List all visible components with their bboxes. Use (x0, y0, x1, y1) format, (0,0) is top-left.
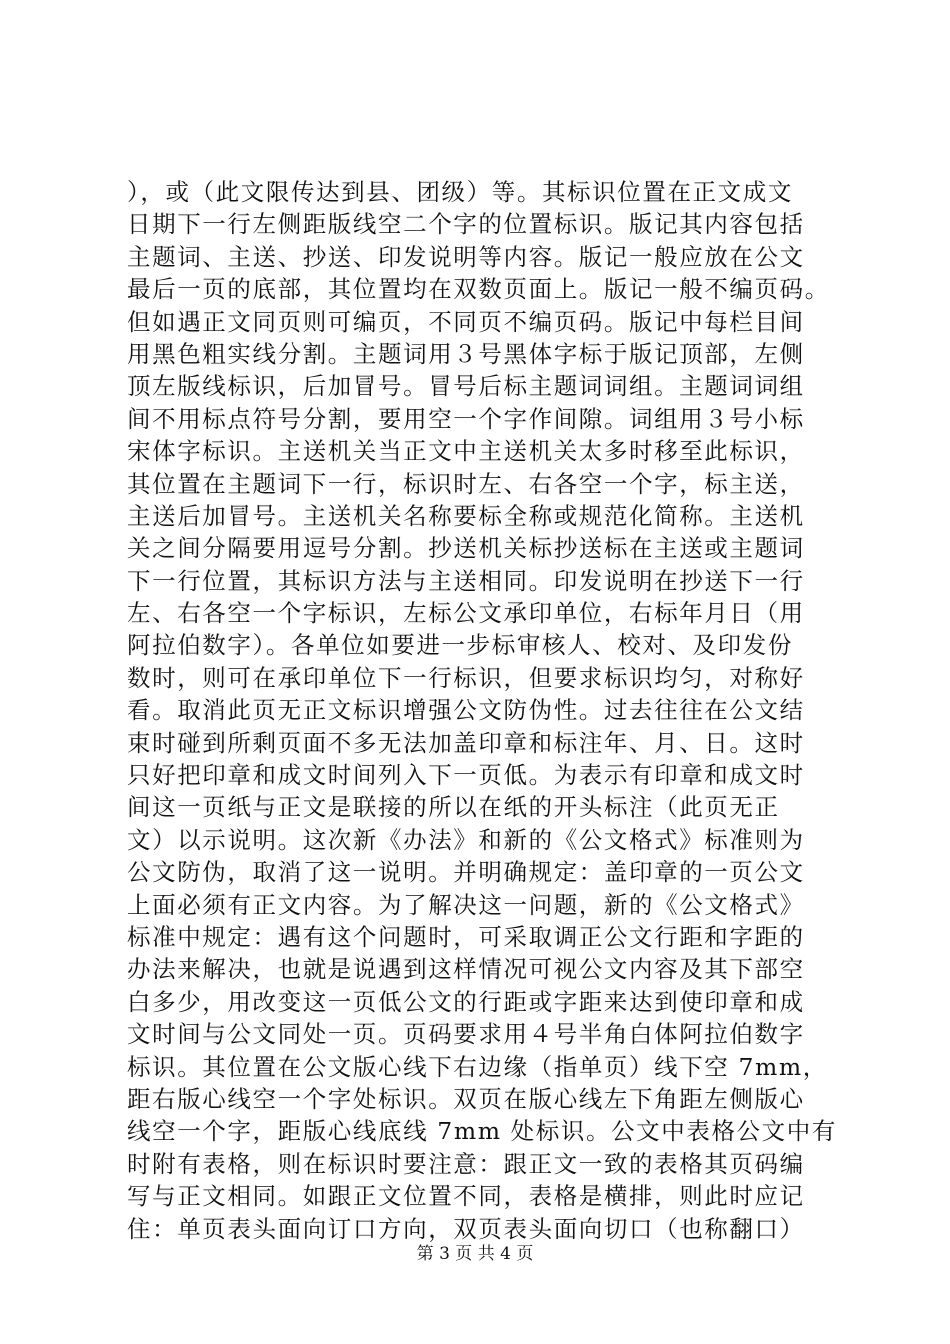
text-line: 最后一页的底部，其位置均在双数页面上。版记一般不编页码。 (127, 275, 830, 304)
text-line: 标识。其位置在公文版心线下右边缘（指单页）线下空 7mm， (127, 1052, 828, 1081)
text-line: ），或（此文限传达到县、团级）等。其标识位置在正文成文 (127, 178, 793, 206)
text-line: 数时，则可在承印单位下一行标识，但要求标识均匀，对称好 (127, 663, 805, 692)
text-line: 看。取消此页无正文标识增强公文防伪性。过去往往在公文结 (127, 696, 805, 725)
text-line: 住：单页表头面向订口方向，双页表头面向切口（也称翻口） (127, 1214, 805, 1243)
text-line: 下一行位置，其标识方法与主送相同。印发说明在抄送下一行 (127, 566, 805, 595)
text-line: 间不用标点符号分割，要用空一个字作间隙。词组用３号小标 (127, 404, 805, 433)
text-line: 左、右各空一个字标识，左标公文承印单位，右标年月日（用 (127, 599, 805, 628)
body-text (127, 176, 857, 1245)
text-line: 只好把印章和成文时间列入下一页低。为表示有印章和成文时 (127, 761, 805, 790)
text-line: 阿拉伯数字）。各单位如要进一步标审核人、校对、及印发份 (127, 631, 793, 660)
text-line: 束时碰到所剩页面不多无法加盖印章和标注年、月、日。这时 (127, 728, 805, 757)
text-line: 办法来解决，也就是说遇到这样情况可视公文内容及其下部空 (127, 955, 805, 984)
text-line: 用黑色粗实线分割。主题词用３号黑体字标于版记顶部，左侧 (127, 339, 805, 368)
text-line: 文时间与公文同处一页。页码要求用４号半角白体阿拉伯数字 (127, 1020, 805, 1049)
text-line: 文）以示说明。这次新《办法》和新的《公文格式》标准则为 (127, 825, 805, 854)
text-line: 主送后加冒号。主送机关名称要标全称或规范化简称。主送机 (127, 501, 805, 530)
text-line: 顶左版线标识，后加冒号。冒号后标主题词词组。主题词词组 (127, 372, 805, 401)
text-line: 线空一个字，距版心线底线 7mm 处标识。公文中表格公文中有 (127, 1117, 837, 1146)
text-line: 宋体字标识。主送机关当正文中主送机关太多时移至此标识， (127, 437, 805, 466)
text-line: 其位置在主题词下一行，标识时左、右各空一个字，标主送， (127, 469, 805, 498)
text-line: 写与正文相同。如跟正文位置不同，表格是横排，则此时应记 (127, 1182, 805, 1211)
text-line: 主题词、主送、抄送、印发说明等内容。版记一般应放在公文 (127, 242, 805, 271)
text-line: 时附有表格，则在标识时要注意：跟正文一致的表格其页码编 (127, 1149, 805, 1178)
text-line: 但如遇正文同页则可编页，不同页不编页码。版记中每栏目间 (127, 307, 805, 336)
text-line: 标准中规定：遇有这个问题时，可采取调正公文行距和字距的 (127, 922, 805, 951)
text-line: 关之间分隔要用逗号分割。抄送机关标抄送标在主送或主题词 (127, 534, 805, 563)
text-line: 公文防伪，取消了这一说明。并明确规定：盖印章的一页公文 (127, 858, 805, 887)
text-line: 距右版心线空一个字处标识。双页在版心线左下角距左侧版心 (127, 1084, 805, 1113)
text-line: 日期下一行左侧距版线空二个字的位置标识。版记其内容包括 (127, 210, 805, 239)
text-line: 间这一页纸与正文是联接的所以在纸的开头标注（此页无正 (127, 793, 780, 822)
text-line: 白多少，用改变这一页低公文的行距或字距来达到使印章和成 (127, 987, 805, 1016)
text-line: 上面必须有正文内容。为了解决这一问题，新的《公文格式》 (127, 890, 805, 919)
page-number-footer: 第 3 页 共 4 页 (416, 1244, 534, 1264)
